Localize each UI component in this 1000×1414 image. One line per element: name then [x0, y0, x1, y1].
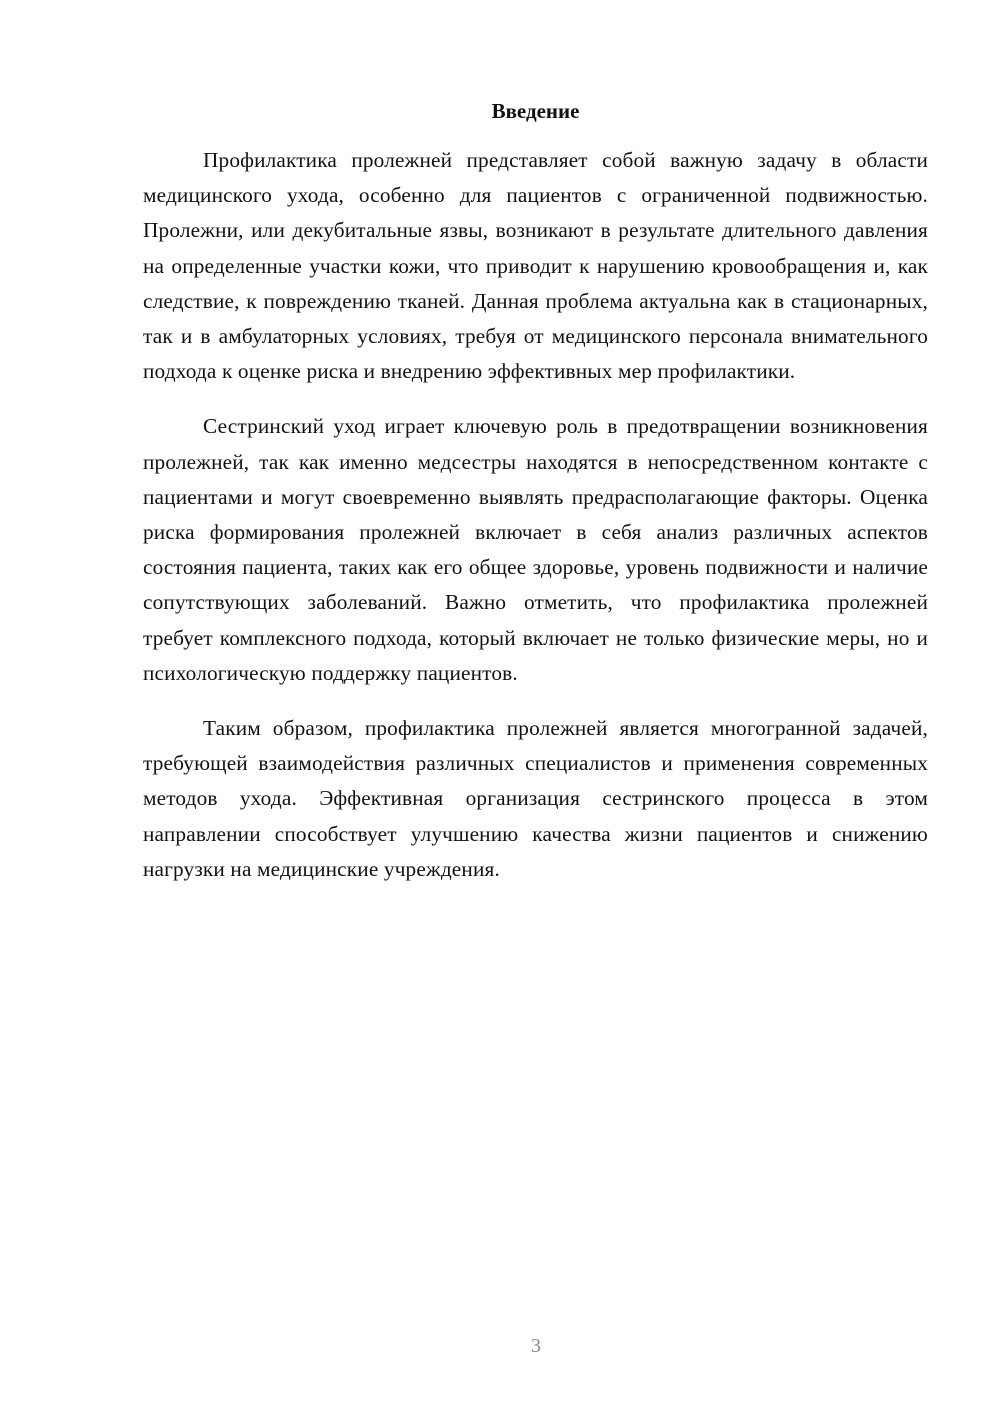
paragraph-1: Профилактика пролежней представляет собой важную задачу в области медицинского ухода, особенно для пациентов с ограниченной подвижностью. Пролежни, или декубитальные язвы, возникают в результате длительного давления на определенные участки кожи, что приводит к нарушению кровообращения и, как следствие, к повреждению тканей. Данная проблема актуальна как в стационарных, так и в амбулаторных условиях, требуя от медицинского персонала внимательного подхода к оценке риска и внедрению эффективных мер профилактики. [143, 148, 928, 384]
paragraph-2: Сестринский уход играет ключевую роль в предотвращении возникновения пролежней, так как именно медсестры находятся в непосредственном контакте с пациентами и могут своевременно выявлять предрасполагающие факторы. Оценка риска формирования пролежней включает в себя анализ различных аспектов состояния пациента, таких как его общее здоровье, уровень подвижности и наличие сопутствующих заболеваний. Важно отметить, что профилактика пролежней требует комплексного подхода, который включает не только физические меры, но и психологическую поддержку пациентов. [143, 414, 928, 685]
section-heading: Введение [491, 99, 580, 123]
paragraph-3: Таким образом, профилактика пролежней является многогранной задачей, требующей взаимодействия различных специалистов и применения современных методов ухода. Эффективная организация сестринского процесса в этом направлении способствует улучшению качества жизни пациентов и снижению нагрузки на медицинские учреждения. [143, 716, 928, 881]
body-text [143, 143, 928, 907]
page-number: 3 [531, 1335, 541, 1357]
